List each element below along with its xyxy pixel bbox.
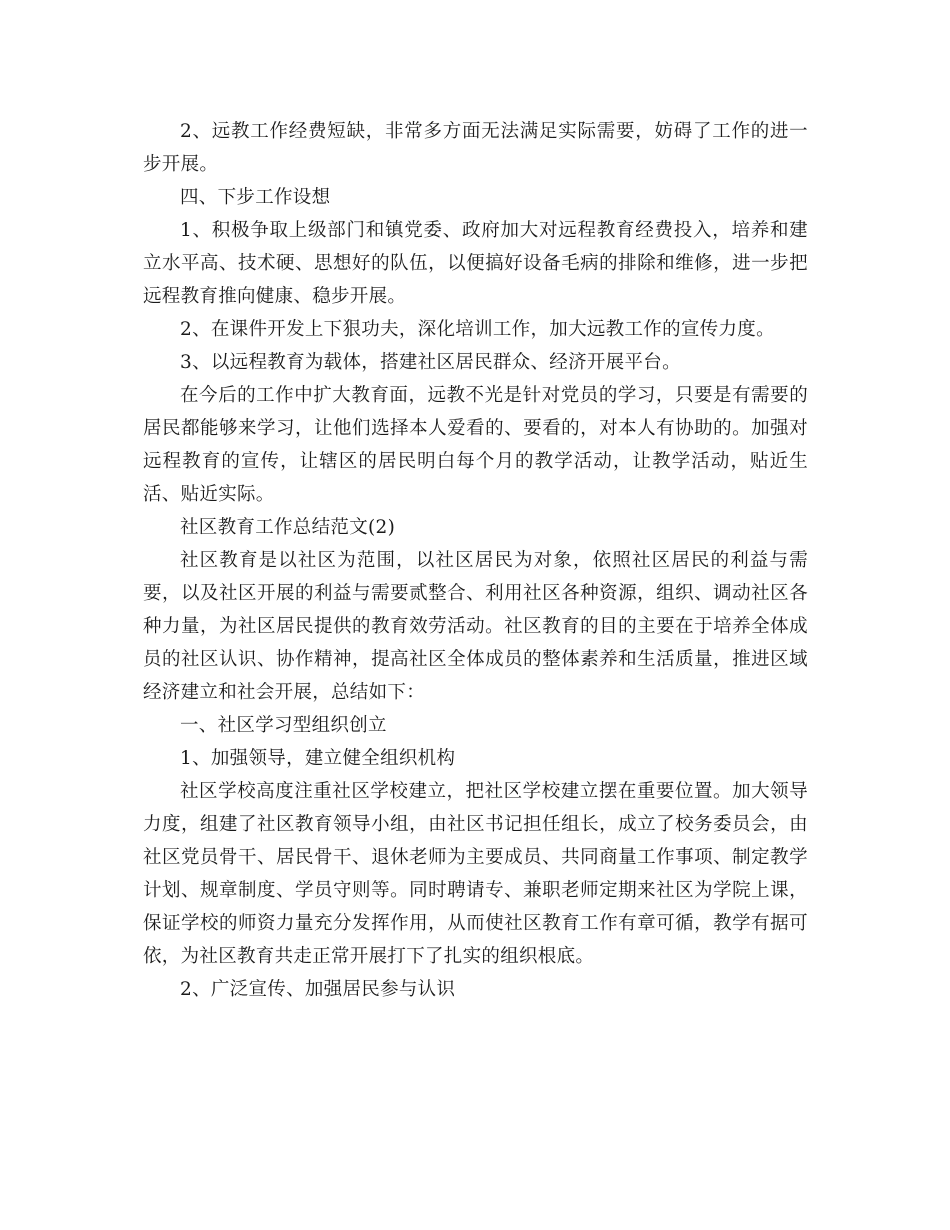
- heading-next-steps: 四、下步工作设想: [180, 187, 331, 208]
- section-title-summary-2: 社区教育工作总结范文(2): [180, 517, 396, 538]
- paragraph-intro: 社区教育是以社区为范围，以社区居民为对象，依照社区居民的利益与需要，以及社区开展的利益与需要贰整合、利用社区各种资源，组织、调动社区各种力量，为社区居民提供的教育效劳活动。社区教育的目的主要在于培养全体成员的社区认识、协作精神，提高社区全体成员的整体素养和生活质量，推进区域经济建立和社会开展，总结如下：: [143, 550, 808, 703]
- paragraph-next-step-3: 3、以远程教育为载体，搭建社区居民群众、经济开展平台。: [180, 352, 681, 373]
- paragraph-funding-shortage: 2、远教工作经费短缺，非常多方面无法满足实际需要，妨碍了工作的进一步开展。: [143, 121, 808, 175]
- heading-strengthen-leadership: 1、加强领导，建立健全组织机构: [180, 748, 456, 769]
- paragraph-next-step-1: 1、积极争取上级部门和镇党委、政府加大对远程教育经费投入，培养和建立水平高、技术硬、思想好的队伍，以便搞好设备毛病的排除和维修，进一步把远程教育推向健康、稳步开展。: [143, 220, 808, 307]
- paragraph-next-step-2: 2、在课件开发上下狠功夫，深化培训工作，加大远教工作的宣传力度。: [180, 319, 775, 340]
- paragraph-leadership-details: 社区学校高度注重社区学校建立，把社区学校建立摆在重要位置。加大领导力度，组建了社区教育领导小组，由社区书记担任组长，成立了校务委员会，由社区党员骨干、居民骨干、退休老师为主要成员、共同商量工作事项、制定教学计划、规章制度、学员守则等。同时聘请专、兼职老师定期来社区为学院上课，保证学校的师资力量充分发挥作用，从而使社区教育工作有章可循，教学有据可依，为社区教育共走正常开展打下了扎实的组织根底。: [143, 781, 808, 967]
- paragraph-future-work: 在今后的工作中扩大教育面，远教不光是针对党员的学习，只要是有需要的居民都能够来学习，让他们选择本人爱看的、要看的，对本人有协助的。加强对远程教育的宣传，让辖区的居民明白每个月的教学活动，让教学活动，贴近生活、贴近实际。: [143, 385, 808, 505]
- document-body: [143, 115, 808, 1006]
- heading-learning-organization: 一、社区学习型组织创立: [180, 715, 387, 736]
- heading-publicity: 2、广泛宣传、加强居民参与认识: [180, 979, 456, 1000]
